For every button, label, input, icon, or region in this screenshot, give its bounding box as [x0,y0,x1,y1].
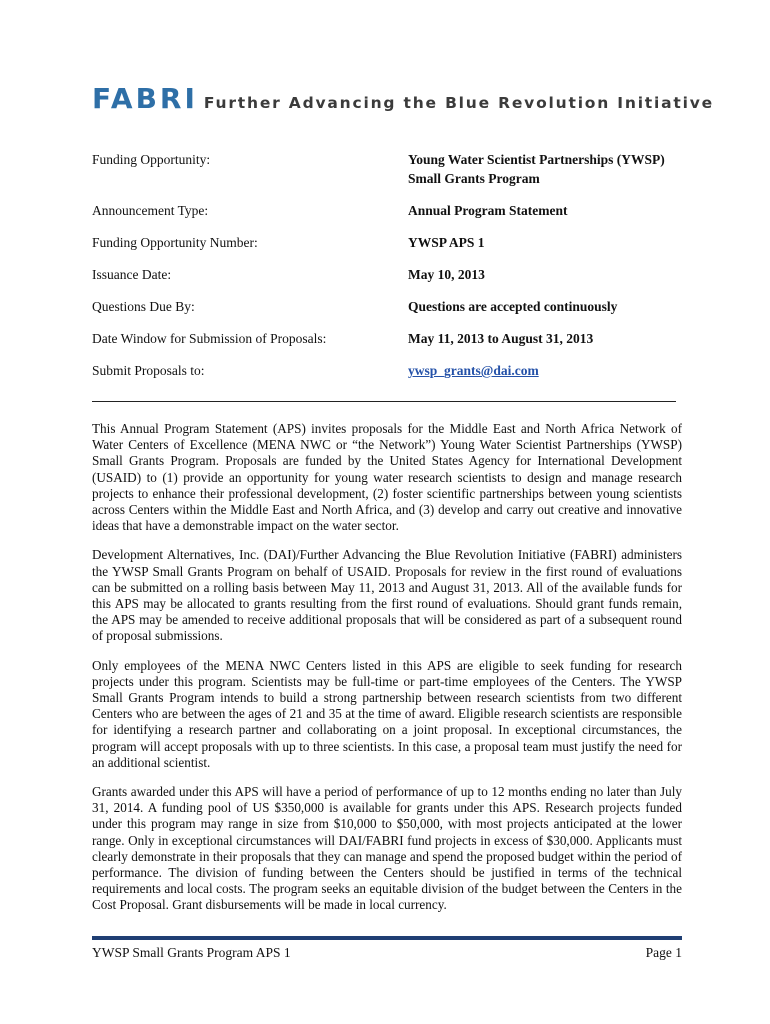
info-row-funding-opportunity [92,150,682,188]
document-body [92,421,682,927]
header-tagline: Further Advancing the Blue Revolution Initiative [203,94,714,112]
info-value: Questions are accepted continuously [408,299,618,314]
info-table [92,150,682,393]
email-link[interactable]: ywsp_grants@dai.com [408,363,539,378]
document-header [92,82,714,115]
info-row-date-window [92,329,682,348]
info-value: May 10, 2013 [408,267,485,282]
info-row-announcement-type [92,201,682,220]
info-value: Annual Program Statement [408,203,568,218]
page-number: Page 1 [645,945,682,960]
info-value [408,361,539,380]
info-row-funding-number [92,233,682,252]
body-paragraph: Development Alternatives, Inc. (DAI)/Further Advancing the Blue Revolution Initiative (FABRI) administers the YWSP Small Grants Program on behalf of USAID. Proposals for review in the first round of evaluations can be submitted on a rolling basis between May 11, 2013 and August 31, 2013. All of the available funds for this APS may be allocated to grants resulting from the first round of evaluations. Should grant funds remain, the APS may be amended to receive additional proposals that will be considered as part of a subsequent round of proposal submissions. [92,547,682,644]
footer-title: YWSP Small Grants Program APS 1 [92,945,291,960]
info-row-submit-to [92,361,682,380]
footer-rule [92,936,682,940]
info-value: YWSP APS 1 [408,235,485,250]
info-value: Young Water Scientist Partnerships (YWSP) Small Grants Program [408,152,665,186]
info-label: Date Window for Submission of Proposals: [92,331,327,346]
info-label: Funding Opportunity: [92,152,211,167]
body-paragraph: Grants awarded under this APS will have a period of performance of up to 12 months ending no later than July 31, 2014. A funding pool of US $350,000 is available for grants under this APS. Research projects funded under this program may range in size from $10,000 to $50,000, with most projects anticipated at the lower range. Only in exceptional circumstances will DAI/FABRI fund projects in excess of $30,000. Applicants must clearly demonstrate in their proposals that they can manage and spend the proposed budget within the period of performance. The division of funding between the Centers should be justified in terms of the technical requirements and local costs. The program seeks an equitable division of the budget between the Centers in the Cost Proposal. Grant disbursements will be made in local currency. [92,784,682,913]
info-label: Questions Due By: [92,299,195,314]
fabri-logo: FABRI [92,82,198,115]
info-row-issuance-date [92,265,682,284]
info-label: Funding Opportunity Number: [92,235,258,250]
info-row-questions-due [92,297,682,316]
body-paragraph: This Annual Program Statement (APS) invites proposals for the Middle East and North Africa Network of Water Centers of Excellence (MENA NWC or “the Network”) Young Water Scientist Partnerships (YWSP) Small Grants Program. Proposals are funded by the United States Agency for International Development (USAID) to (1) provide an opportunity for young water research scientists to design and manage research projects to enhance their professional development, (2) foster scientific partnerships between young scientists across Centers within the Middle East and North Africa, and (3) develop and carry out creative and innovative ideas that have a demonstrable impact on the water sector. [92,421,682,534]
info-label: Announcement Type: [92,203,209,218]
body-paragraph: Only employees of the MENA NWC Centers listed in this APS are eligible to seek funding for research projects under this program. Scientists may be full-time or part-time employees of the Centers. The YWSP Small Grants Program intends to build a strong partnership between research scientists from two different Centers who are between the ages of 21 and 35 at the time of award. Eligible research scientists are responsible for identifying a research partner and collaborating on a joint proposal. In exceptional circumstances, the program will accept proposals with up to three scientists. In this case, a proposal team must justify the need for an additional scientist. [92,657,682,770]
info-label: Issuance Date: [92,267,172,282]
separator-line [92,401,676,402]
info-label: Submit Proposals to: [92,363,205,378]
page-footer [92,945,682,961]
info-value: May 11, 2013 to August 31, 2013 [408,331,594,346]
